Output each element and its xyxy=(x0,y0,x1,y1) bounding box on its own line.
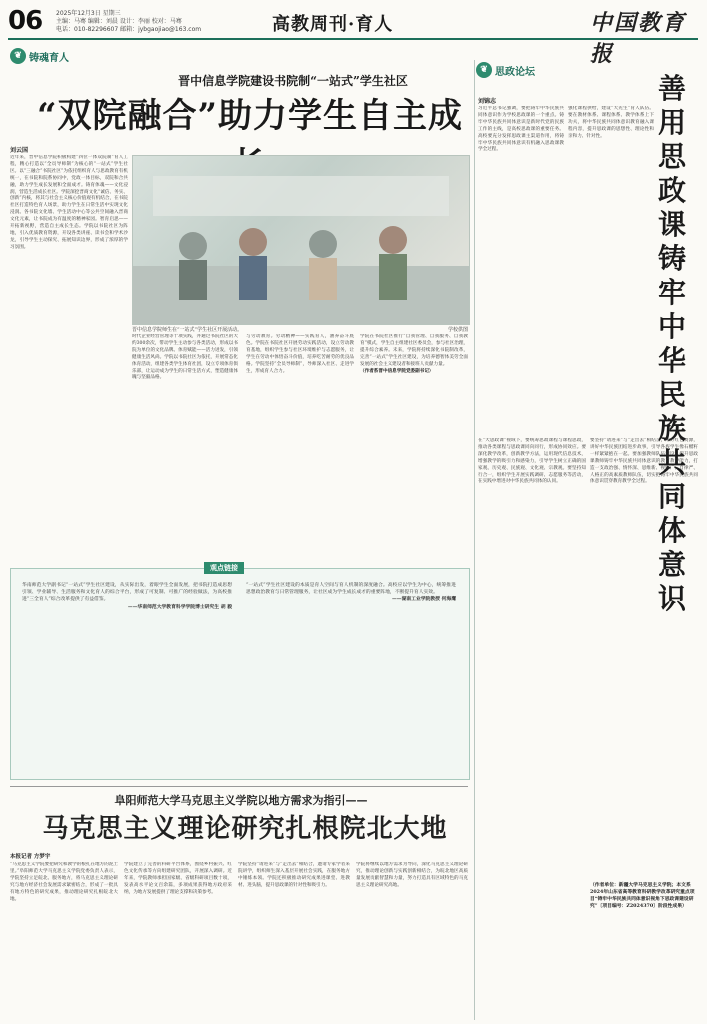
article-byline: 刘云国 xyxy=(10,147,29,154)
article-photo xyxy=(132,155,470,325)
column-divider xyxy=(474,60,475,1020)
opinion-text: “一站式”学生社区建设的本质是育人空间与育人机制的深度融合。高校应以学生为中心，统筹推进思想政治教育与日常管理服务，让社区成为学生成长成才的重要阵地，不断提升育人实效。 xyxy=(246,583,456,596)
opinion-box-title: 观点链接 xyxy=(204,562,244,574)
article-subtitle: 晋中信息学院建设书院制“一站式”学生社区 xyxy=(178,74,408,88)
author-note: （作者单位：新疆大学马克思主义学院；本文系2024年山东省高等教育科研教学改革研究重点项目“铸牢中华民族共同体意识视角下思政课建设研究”〔项目编号：Z2024370〕阶段性成果） xyxy=(590,882,695,909)
article-headline: 马克思主义理论研究扎根院北大地 xyxy=(42,814,448,844)
article-body-column: 强化课程供给，建设“大先生”育人队伍。要在教材体系、课程体系、教学体系上下功夫，将中华民族共同体意识教育融入课程内容，提升思政课的思想性、理论性和亲和力、针对性。 xyxy=(568,106,654,139)
article-body-column: 学院坚持“请进来”与“走出去”相结合，邀请专家学者来院讲学，组织师生深入基层开展社会实践，在服务地方中锤炼本领。学院还积极推动研究成果进课堂、进教材、进头脑，提升思政课的针对性和吸引力。 xyxy=(238,862,350,888)
opinion-signature: ——湖南工业学院教授 何海鹰 xyxy=(391,596,456,603)
column-tag-label: 思政论坛 xyxy=(495,66,535,78)
article-byline: 本报记者 方梦宇 xyxy=(10,854,51,860)
article-body-column: 与劳动教育。劳动精神——实践育人，涵养奋斗底色。学院在书院社区开展劳动实践活动，设立劳动教育基地，组织学生参与社区环境维护与志愿服务，让学生在劳动中体悟奋斗价值，培养吃苦耐劳的优良品格。学院坚持“全员导师制”，导师深入社区、走进学生，形成育人合力。 xyxy=(246,334,354,374)
photo-illustration xyxy=(133,156,469,324)
opinion-text: 华南师范大学副书记“一站式”学生社区建设，从实际出发，着眼学生全面发展，把书院打造成思想引领、学业辅导、生活服务和文化育人的综合平台，形成了可复制、可推广的经验做法，为高校推进“三全育人”综合改革提供了有益借鉴。 xyxy=(22,583,232,603)
article-body-column xyxy=(360,334,468,564)
opinion-right xyxy=(246,582,456,772)
article-body-column: 要坚持“请进来”与“走出去”相结合，用好红色资源，讲好中华民族团结进步故事，引导各族学生像石榴籽一样紧紧抱在一起。要加强教师队伍建设，提升思政课教师铸牢中华民族共同体意识的教育教学能力，打造一支政治强、情怀深、思维新、视野广、自律严、人格正的高素质教师队伍，切实把铸牢中华民族共同体意识贯穿教育教学全过程。 xyxy=(590,438,698,485)
contact-info: 电话：010-82296607 邮箱：jybgaojiao@163.com xyxy=(56,26,202,33)
opinion-left xyxy=(22,582,232,772)
newspaper-logo: 中国教育报 xyxy=(590,10,687,67)
article-body-column: 时代企业经营管理等十项实践，并通过书院社区的大约300余次，带动学生主动参与各类活动，形成以书院为单位的文化品牌。体育赋能——活力迸发，引领健康生活风尚。学院以书院社区为依托，开展常态化体育活动，组建各类学生体育社团，设立专项体育俱乐部，让运动成为学生的日常生活方式，塑造健康体魄与坚毅品格。 xyxy=(132,334,238,381)
article-subtitle: 阜阳师范大学马克思主义学院以地方需求为指引—— xyxy=(114,794,368,807)
photo-credit: 学校供图 xyxy=(447,327,468,333)
article-byline: 刘锦志 xyxy=(478,98,497,105)
article-headline-vertical: 善用思政课铸牢中华民族共同体意识 xyxy=(658,72,687,615)
article-body-column: 学院建立了完善的科研平台体系，围绕乡村振兴、红色文化传承等方向组建研究团队，开展深入调研。近年来，学院教师承担国家级、省级科研项目数十项，发表高水平论文百余篇，多项成果获得地方政府采纳，为地方发展提供了理论支撑和决策参考。 xyxy=(124,862,232,895)
editor-credits: 主编：马骞 编辑：刘晨 设计：李丽 校对：马骞 xyxy=(56,18,182,25)
leaf-icon: ❦ xyxy=(476,62,492,78)
leaf-icon: ❦ xyxy=(10,48,26,64)
issue-date: 2025年12月3日 星期三 xyxy=(56,10,121,17)
section-title: 高教周刊·育人 xyxy=(272,14,394,35)
column-tag-right xyxy=(476,62,535,78)
opinion-signature: ——华南师范大学教育科学学院博士研究生 胡 毅 xyxy=(127,603,232,610)
photo-caption xyxy=(132,326,468,333)
column-tag-label: 铸魂育人 xyxy=(29,52,69,64)
author-note: （作者系晋中信息学院党委副书记） xyxy=(360,368,434,374)
article-headline: “双院融合”助力学生自主成 xyxy=(36,96,464,136)
article-body-column: 近年来，晋中信息学院积极构建“四位一体双院制”育人工程，精心打造以“全员导师制”为核心的“一站式”学生社区。以“三融合”书院社区”为依托组织育人与思政教育有机统一，在书院和院系协同中，党政一体目标，双院和合共融，助力学生成长发展和全面成才。铸育体魂——文化浸润，营造生活成长社区。学院深挖晋商文化“诚信、务实、创新”内核，将其与社会主义核心价值观有机结合，在书院社区打造特色育人场景，助力学生在日常生活中实现文化浸润。各书院文化墙、学生活动中心等公共空间融入晋商文化元素，让书院成为有温度的精神家园。智育启思——开拓新视野，营造自主成长生态。学院以书院社区为阵地，引入优质教育资源，开设各类讲座、读书会和学术沙龙，引导学生主动探究、拓展知识边界，形成了浓厚的学习氛围。 xyxy=(10,155,128,250)
article-body-column: 在“大思政课”视域下，要统筹思政课程与课程思政，推动各类课程与思政课同向同行，形成协同效应。要深化教学改革，创新教学方法，运用现代信息技术，增强教学的吸引力和感染力，引导学生树立正确的国家观、历史观、民族观、文化观、宗教观。要坚持知行合一，组织学生开展实践调研、志愿服务等活动，在实践中增进对中华民族共同体的认同。 xyxy=(478,438,586,485)
article-body-column: 学院将继续以地方需求为导向，深化马克思主义理论研究，推动理论创新与实践创新相结合，为皖北地区高质量发展贡献智慧和力量，努力打造具有区域特色的马克思主义理论研究高地。 xyxy=(356,862,468,888)
article-body-column: 习近平总书记强调，要把铸牢中华民族共同体意识作为学校思政课的一个重点。铸牢中华民族共同体意识是新时代党的民族工作的主线，是高校思政课的重要任务。高校要充分发挥思政课主渠道作用，将铸牢中华民族共同体意识有机融入思政课教学全过程。 xyxy=(478,106,564,153)
article-body-column: “马克思主义学院要把研究和教学的根扎在地方的泥土里。”阜阳师范大学马克思主义学院党委负责人表示，学院坚持立足皖北、服务地方，将马克思主义理论研究与地方经济社会发展需求紧密结合，形成了一批具有地方特色的研究成果，推动理论研究扎根皖北大地。 xyxy=(10,862,118,902)
section-divider xyxy=(10,786,468,787)
page-number: 06 xyxy=(8,6,43,36)
column-tag-left xyxy=(10,48,69,64)
caption-text: 晋中信息学院师生在“一站式”学生社区开展活动。 xyxy=(132,327,243,333)
body-text: 学院在书院社区推行“自我管理、自我服务、自我教育”模式，学生自主组建社区委员会，参与社区治理，提升综合素养。未来，学院将持续深化书院制改革，完善“一站式”学生社区建设，为培养德智体美劳全面发展的社会主义建设者和接班人贡献力量。 xyxy=(360,334,468,367)
header-divider xyxy=(8,38,698,40)
